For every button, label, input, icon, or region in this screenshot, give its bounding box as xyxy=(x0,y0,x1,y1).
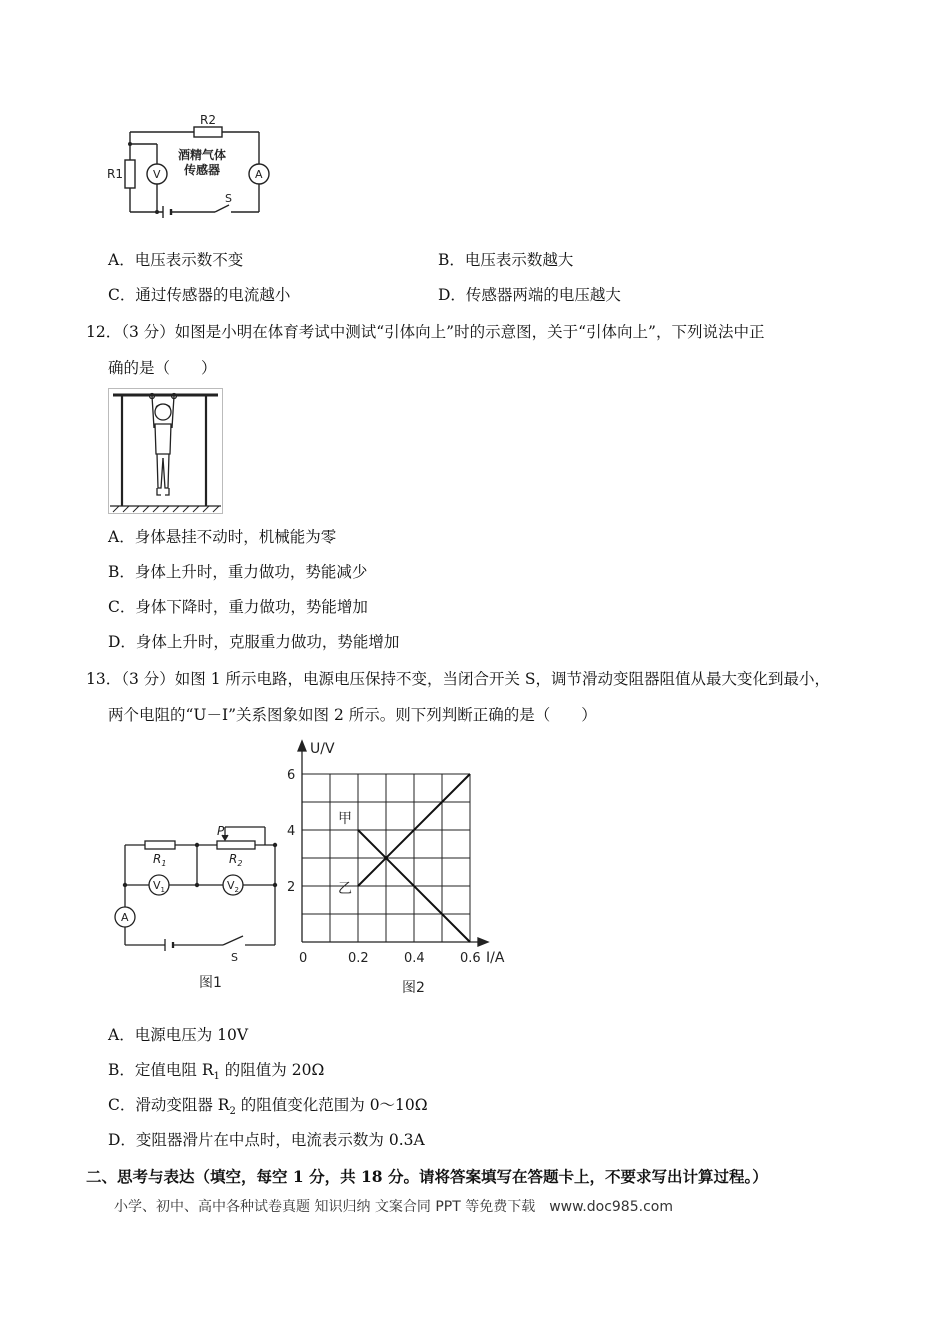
q12-stem-line2: 确的是（ ） xyxy=(108,359,217,377)
q13-v1-label: $V_1$ xyxy=(153,879,165,894)
q11-sensor-label-2: 传感器 xyxy=(184,163,221,177)
page-footer: 小学、初中、高中各种试卷真题 知识归纳 文案合同 PPT 等免费下载 www.doc985.com xyxy=(114,1199,673,1215)
y-tick-label: 4 xyxy=(287,824,296,839)
q13-fig2-caption: 图2 xyxy=(402,980,425,996)
q11-circuit-figure xyxy=(105,112,280,222)
q11-r2-label: R2 xyxy=(200,113,216,127)
chart-label-yi: 乙 xyxy=(338,881,352,897)
chart-ticks xyxy=(287,768,481,966)
q13-fig1-circuit xyxy=(105,815,295,1000)
chart-label-jia: 甲 xyxy=(338,811,352,827)
q12-option-d: D．身体上升时，克服重力做功，势能增加 xyxy=(108,633,400,651)
q13-option-a: A．电源电压为 10V xyxy=(108,1026,249,1044)
q13-stem-line2: 两个电阻的“U－I”关系图象如图 2 所示。则下列判断正确的是（ ） xyxy=(108,706,597,724)
q13-p-label: P xyxy=(217,824,225,838)
q13-option-c: C．滑动变阻器 $R_2$ 的阻值变化范围为 0～10Ω xyxy=(108,1096,428,1118)
q12-stem-line1: 12．（3 分）如图是小明在体育考试中测试“引体向上”时的示意图，关于“引体向上”，下列说法中正 xyxy=(86,323,765,341)
q11-option-c: C．通过传感器的电流越小 xyxy=(108,286,291,304)
q11-option-b: B．电压表示数越大 xyxy=(438,251,574,269)
q11-voltmeter-label: V xyxy=(153,168,161,181)
x-tick-label: 0.2 xyxy=(348,951,369,966)
chart-ylabel: U/V xyxy=(310,741,335,757)
q13-r2-label: $R_2$ xyxy=(229,852,243,868)
q13-stem-line1: 13．（3 分）如图 1 所示电路，电源电压保持不变，当闭合开关 S，调节滑动变阻器阻值从最大变化到最小， xyxy=(86,670,831,688)
q12-option-c: C．身体下降时，重力做功，势能增加 xyxy=(108,598,368,616)
q11-option-d: D．传感器两端的电压越大 xyxy=(438,286,621,304)
q13-fig2-chart xyxy=(280,735,520,1000)
q13-switch-label: S xyxy=(231,951,238,964)
q12-pullup-figure xyxy=(108,388,223,514)
y-axis-arrow xyxy=(298,741,306,751)
chart-xlabel: I/A xyxy=(486,950,505,966)
q11-option-a: A．电压表示数不变 xyxy=(108,251,244,269)
x-tick-label: 0 xyxy=(299,951,308,966)
q13-option-b: B．定值电阻 $R_1$ 的阻值为 20Ω xyxy=(108,1061,325,1083)
chart-axes xyxy=(298,741,488,946)
x-tick-label: 0.4 xyxy=(404,951,425,966)
q13-fig1-caption: 图1 xyxy=(199,975,222,991)
q12-option-a: A．身体悬挂不动时，机械能为零 xyxy=(108,528,337,546)
x-axis-arrow xyxy=(478,938,488,946)
q12-option-b: B．身体上升时，重力做功，势能减少 xyxy=(108,563,368,581)
q13-r1-label: $R_1$ xyxy=(153,852,167,868)
q13-v2-label: $V_2$ xyxy=(227,879,239,894)
q13-ammeter-label: A xyxy=(121,911,129,924)
section-2-heading: 二、思考与表达（填空，每空 1 分，共 18 分。请将答案填写在答题卡上，不要求写出计算过程。） xyxy=(86,1167,768,1186)
y-tick-label: 2 xyxy=(287,880,296,895)
q11-sensor-label-1: 酒精气体 xyxy=(178,148,227,162)
q11-switch-label: S xyxy=(225,192,232,205)
x-tick-label: 0.6 xyxy=(460,951,481,966)
y-tick-label: 6 xyxy=(287,768,296,783)
q11-ammeter-label: A xyxy=(255,168,263,181)
q13-option-d: D．变阻器滑片在中点时，电流表示数为 0.3A xyxy=(108,1131,425,1149)
q11-r1-label: R1 xyxy=(107,167,123,181)
